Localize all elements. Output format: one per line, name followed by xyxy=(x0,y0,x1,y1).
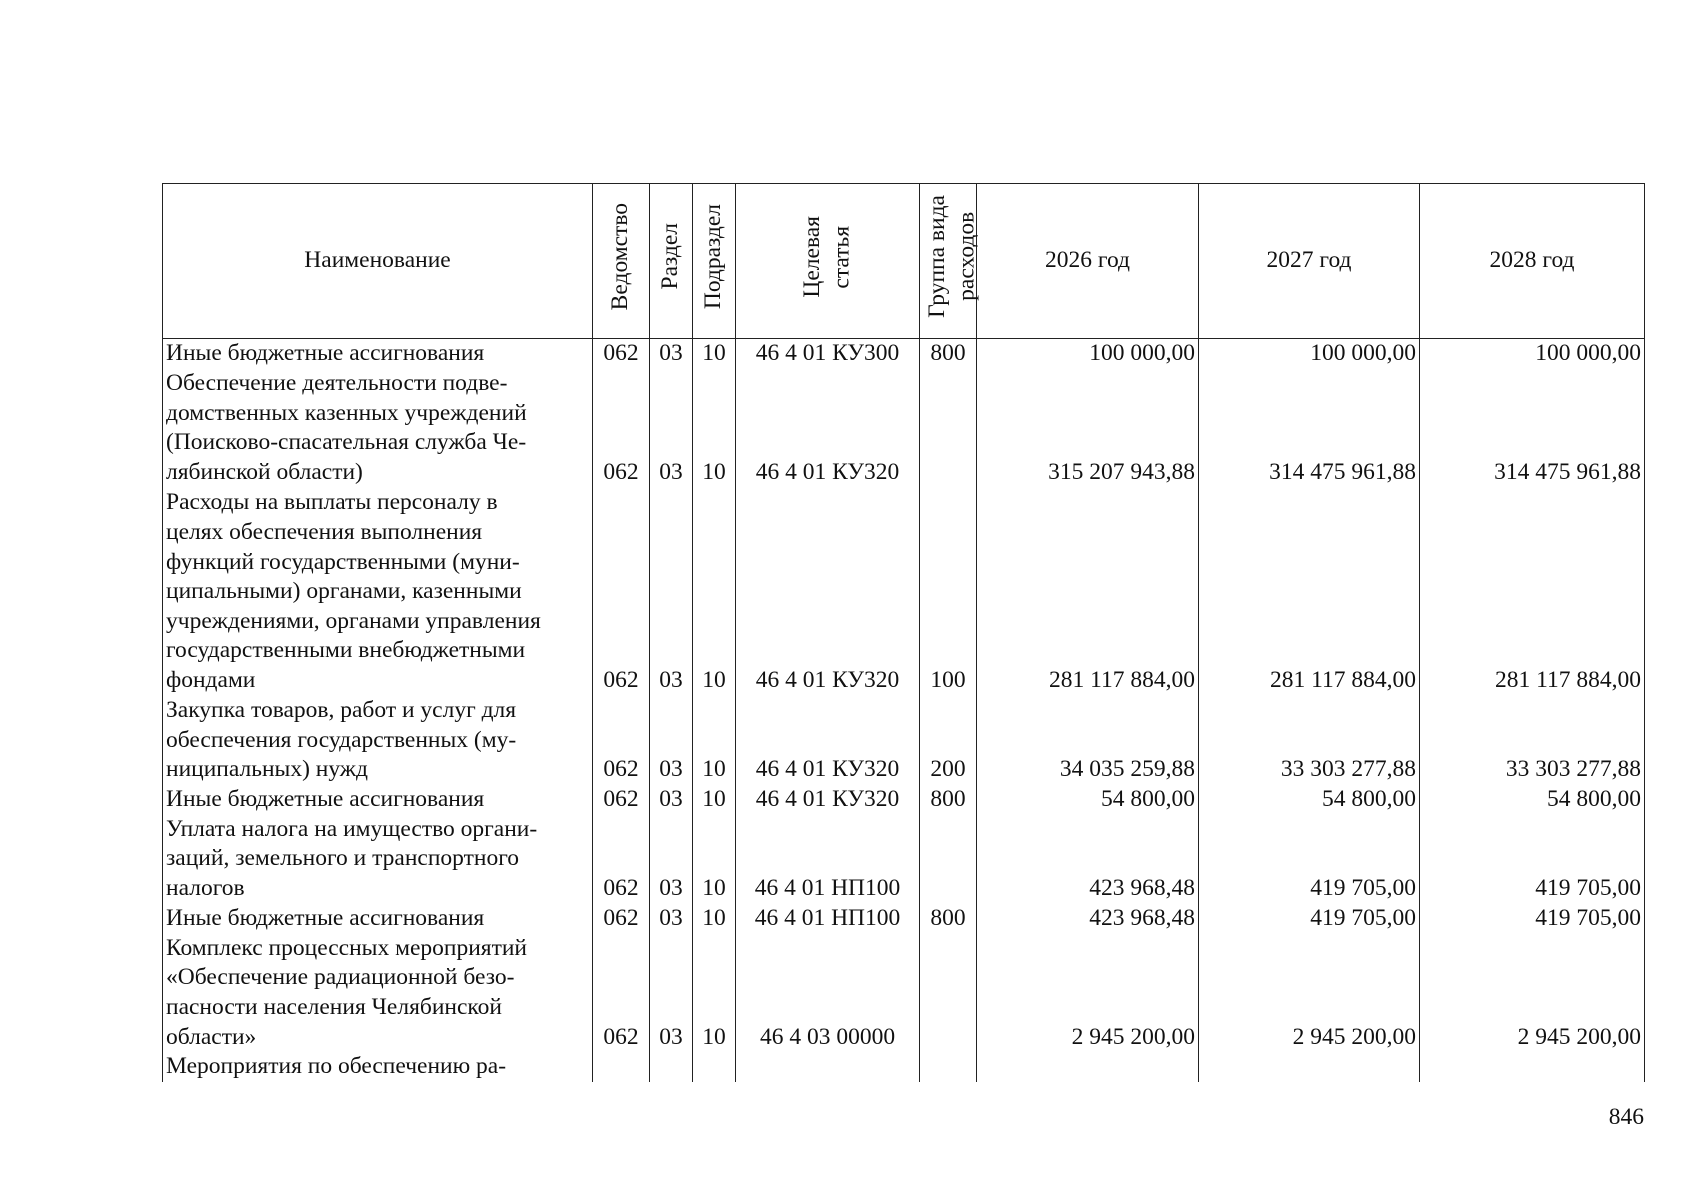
row-amount-2026: 423 968,48 xyxy=(977,904,1199,934)
row-amount-2027: 281 117 884,00 xyxy=(1199,488,1420,696)
row-amount-2028: 281 117 884,00 xyxy=(1420,488,1645,696)
row-amount-2026: 100 000,00 xyxy=(977,339,1199,369)
page-number: 846 xyxy=(1608,1104,1644,1130)
row-amount-2028: 54 800,00 xyxy=(1420,785,1645,815)
row-amount-2026: 281 117 884,00 xyxy=(977,488,1199,696)
row-dept: 062 xyxy=(593,904,650,934)
row-section: 03 xyxy=(650,815,693,904)
row-expense-group xyxy=(920,815,977,904)
row-subsection: 10 xyxy=(693,785,736,815)
row-expense-group: 800 xyxy=(920,339,977,369)
row-target-article: 46 4 01 КУ320 xyxy=(736,696,920,785)
row-name: Уплата налога на имущество органи- заций, земельного и транспортного налогов xyxy=(163,815,593,904)
table-row xyxy=(163,933,1645,1052)
row-expense-group xyxy=(920,1052,977,1082)
header-name: Наименование xyxy=(163,184,593,339)
row-name: Обеспечение деятельности подве- домственных казенных учреждений (Поисково-спасательная служба Че- лябинской области) xyxy=(163,369,593,488)
table-row xyxy=(163,339,1645,369)
header-expense-group: Группа вида расходов xyxy=(920,184,977,339)
row-section: 03 xyxy=(650,933,693,1052)
row-amount-2028: 419 705,00 xyxy=(1420,815,1645,904)
table-row xyxy=(163,696,1645,785)
row-dept: 062 xyxy=(593,933,650,1052)
row-target-article: 46 4 01 КУ320 xyxy=(736,785,920,815)
row-section xyxy=(650,1052,693,1082)
header-year-2027: 2027 год xyxy=(1199,184,1420,339)
row-name: Иные бюджетные ассигнования xyxy=(163,339,593,369)
row-dept: 062 xyxy=(593,815,650,904)
row-section: 03 xyxy=(650,696,693,785)
row-subsection: 10 xyxy=(693,815,736,904)
table-row xyxy=(163,785,1645,815)
row-subsection: 10 xyxy=(693,339,736,369)
row-section: 03 xyxy=(650,369,693,488)
header-section: Раздел xyxy=(650,184,693,339)
table-row xyxy=(163,369,1645,488)
row-subsection: 10 xyxy=(693,488,736,696)
table-row xyxy=(163,488,1645,696)
row-amount-2027: 2 945 200,00 xyxy=(1199,933,1420,1052)
row-target-article: 46 4 01 КУ300 xyxy=(736,339,920,369)
row-name: Расходы на выплаты персоналу в целях обеспечения выполнения функций государственными (муни- ципальными) органами, казенными учреждениями, органами управления государственными внебюджетными фондами xyxy=(163,488,593,696)
table-row xyxy=(163,1052,1645,1082)
row-target-article xyxy=(736,1052,920,1082)
row-subsection: 10 xyxy=(693,933,736,1052)
row-expense-group: 200 xyxy=(920,696,977,785)
row-target-article: 46 4 01 НП100 xyxy=(736,815,920,904)
header-year-2028: 2028 год xyxy=(1420,184,1645,339)
row-amount-2028: 100 000,00 xyxy=(1420,339,1645,369)
row-target-article: 46 4 03 00000 xyxy=(736,933,920,1052)
row-name: Комплекс процессных мероприятий «Обеспечение радиационной безо- пасности населения Челябинской области» xyxy=(163,933,593,1052)
row-target-article: 46 4 01 КУ320 xyxy=(736,488,920,696)
header-target-article: Целевая статья xyxy=(736,184,920,339)
row-amount-2028: 419 705,00 xyxy=(1420,904,1645,934)
table-body xyxy=(163,339,1645,1083)
row-expense-group: 100 xyxy=(920,488,977,696)
row-section: 03 xyxy=(650,904,693,934)
row-expense-group: 800 xyxy=(920,904,977,934)
row-amount-2028 xyxy=(1420,1052,1645,1082)
row-subsection: 10 xyxy=(693,696,736,785)
row-amount-2026: 34 035 259,88 xyxy=(977,696,1199,785)
row-section: 03 xyxy=(650,339,693,369)
row-amount-2028: 314 475 961,88 xyxy=(1420,369,1645,488)
row-amount-2028: 33 303 277,88 xyxy=(1420,696,1645,785)
row-expense-group xyxy=(920,369,977,488)
row-amount-2027: 33 303 277,88 xyxy=(1199,696,1420,785)
table-row xyxy=(163,904,1645,934)
row-amount-2026 xyxy=(977,1052,1199,1082)
row-name: Закупка товаров, работ и услуг для обеспечения государственных (му- ниципальных) нужд xyxy=(163,696,593,785)
row-subsection: 10 xyxy=(693,904,736,934)
row-amount-2027: 314 475 961,88 xyxy=(1199,369,1420,488)
row-expense-group xyxy=(920,933,977,1052)
row-amount-2026: 315 207 943,88 xyxy=(977,369,1199,488)
row-amount-2027: 54 800,00 xyxy=(1199,785,1420,815)
row-section: 03 xyxy=(650,488,693,696)
row-amount-2027: 419 705,00 xyxy=(1199,815,1420,904)
row-dept: 062 xyxy=(593,488,650,696)
row-name: Иные бюджетные ассигнования xyxy=(163,785,593,815)
row-subsection xyxy=(693,1052,736,1082)
row-amount-2027 xyxy=(1199,1052,1420,1082)
header-dept: Ведомство xyxy=(593,184,650,339)
row-amount-2027: 100 000,00 xyxy=(1199,339,1420,369)
row-subsection: 10 xyxy=(693,369,736,488)
row-amount-2026: 2 945 200,00 xyxy=(977,933,1199,1052)
row-amount-2027: 419 705,00 xyxy=(1199,904,1420,934)
row-dept: 062 xyxy=(593,339,650,369)
row-name: Мероприятия по обеспечению ра- xyxy=(163,1052,593,1082)
row-dept: 062 xyxy=(593,785,650,815)
row-name: Иные бюджетные ассигнования xyxy=(163,904,593,934)
table-row xyxy=(163,815,1645,904)
row-amount-2028: 2 945 200,00 xyxy=(1420,933,1645,1052)
row-section: 03 xyxy=(650,785,693,815)
row-expense-group: 800 xyxy=(920,785,977,815)
table-header-row xyxy=(163,184,1645,339)
header-year-2026: 2026 год xyxy=(977,184,1199,339)
row-target-article: 46 4 01 КУ320 xyxy=(736,369,920,488)
header-subsection: Подраздел xyxy=(693,184,736,339)
row-dept: 062 xyxy=(593,696,650,785)
budget-table xyxy=(162,183,1645,1082)
row-dept: 062 xyxy=(593,369,650,488)
row-target-article: 46 4 01 НП100 xyxy=(736,904,920,934)
row-dept xyxy=(593,1052,650,1082)
row-amount-2026: 423 968,48 xyxy=(977,815,1199,904)
row-amount-2026: 54 800,00 xyxy=(977,785,1199,815)
